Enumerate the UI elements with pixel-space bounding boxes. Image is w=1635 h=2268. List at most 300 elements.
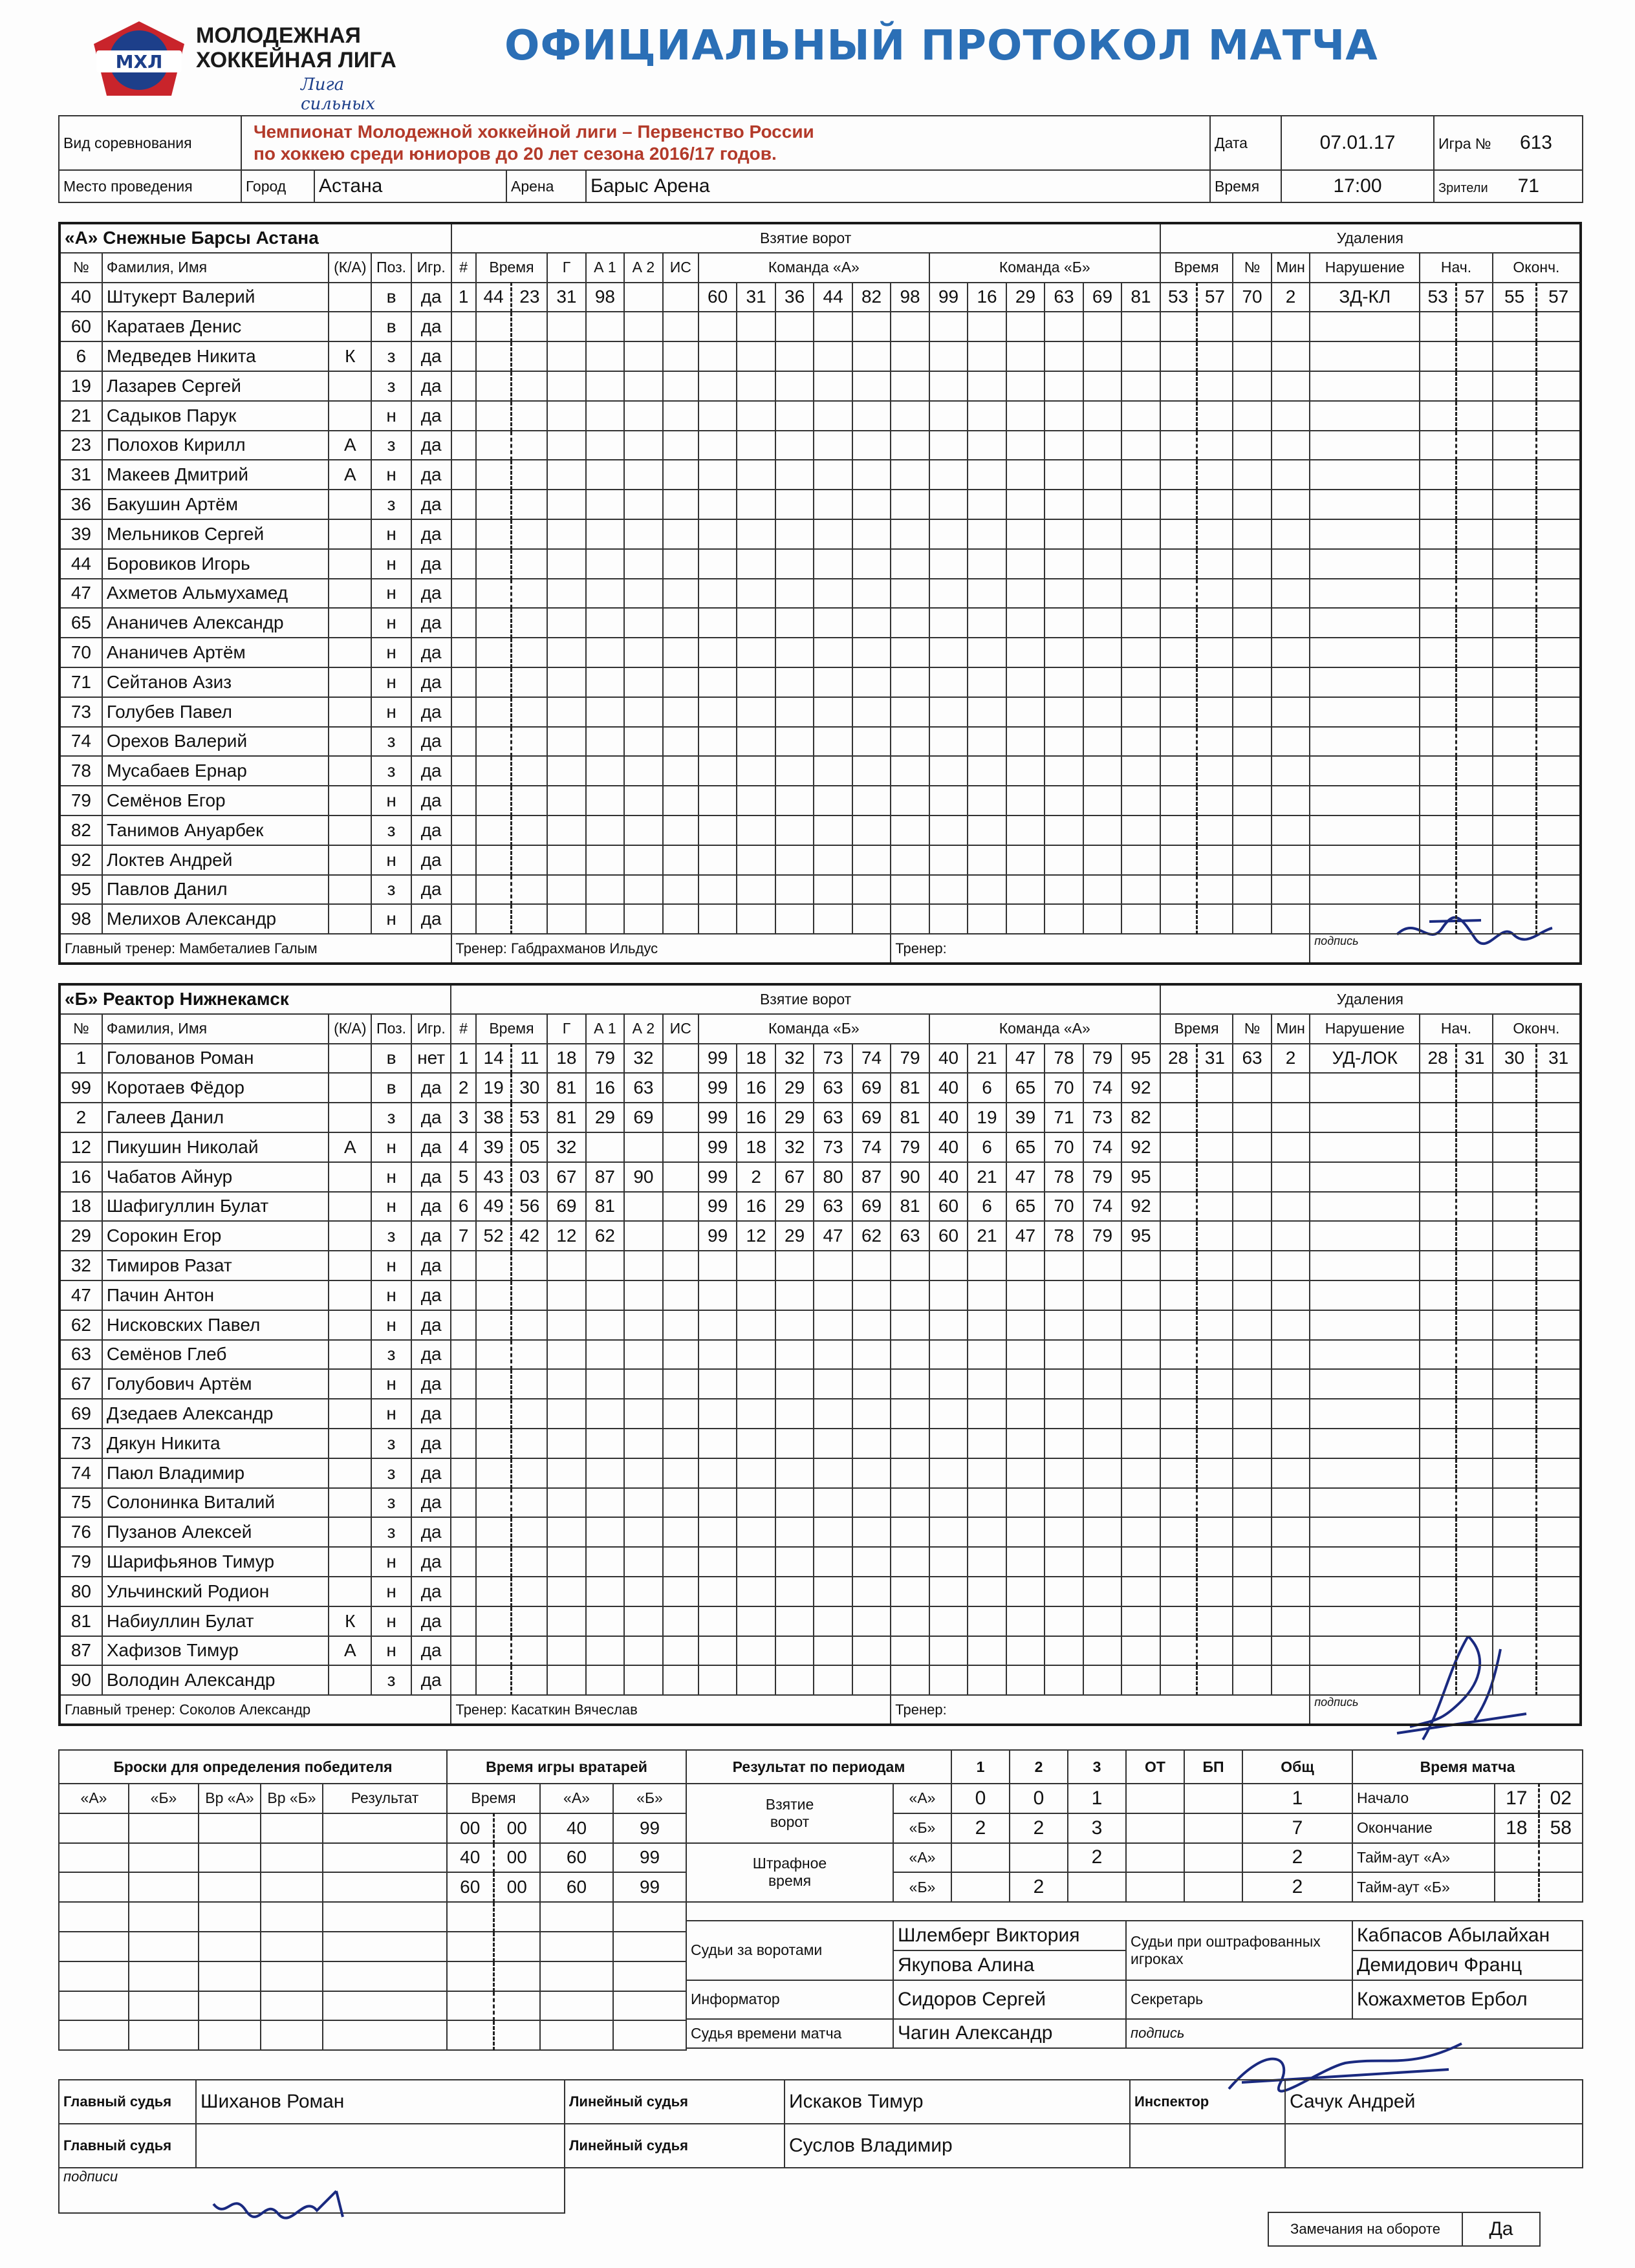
penalty-cell bbox=[1196, 697, 1233, 727]
goalie-a-no: 60 bbox=[540, 1872, 613, 1902]
goal-cell: 99 bbox=[698, 1162, 737, 1192]
shootout-col-vrb: Вр «Б» bbox=[261, 1784, 323, 1813]
goal-cell bbox=[698, 1429, 737, 1458]
penalty-cell bbox=[1272, 608, 1310, 638]
penalty-cell bbox=[1456, 1399, 1493, 1429]
penalty-cell bbox=[1537, 727, 1581, 757]
goal-cell bbox=[476, 815, 512, 845]
goal-cell bbox=[1045, 579, 1083, 609]
goal-cell: 23 bbox=[512, 283, 547, 312]
goal-cell: 32 bbox=[775, 1132, 814, 1162]
player-position: н bbox=[371, 1369, 411, 1399]
goal-cell bbox=[1083, 1547, 1121, 1577]
goal-cell bbox=[1083, 1429, 1121, 1458]
column-header: Игр. bbox=[411, 253, 451, 283]
column-header: Оконч. bbox=[1493, 1014, 1581, 1044]
goal-cell: 29 bbox=[775, 1221, 814, 1251]
goal-cell bbox=[737, 519, 775, 549]
goal-cell bbox=[1006, 875, 1045, 905]
match-start-hour: 17 bbox=[1495, 1784, 1539, 1813]
player-name: Володин Александр bbox=[102, 1665, 329, 1695]
goal-cell bbox=[1006, 667, 1045, 697]
goal-cell bbox=[1045, 904, 1083, 934]
penalty-cell bbox=[1493, 1606, 1537, 1636]
player-name: Мелихов Александр bbox=[102, 904, 329, 934]
goal-cell bbox=[775, 1310, 814, 1340]
goal-cell bbox=[624, 549, 662, 579]
team-a-sign-label: подпись bbox=[1310, 934, 1581, 964]
penalty-cell bbox=[1456, 815, 1493, 845]
goal-cell bbox=[737, 1340, 775, 1370]
goal-cell bbox=[451, 519, 476, 549]
goal-cell bbox=[1006, 1636, 1045, 1666]
goal-cell bbox=[1045, 1429, 1083, 1458]
penalty-cell bbox=[1160, 727, 1196, 757]
goal-cell bbox=[1121, 1280, 1160, 1310]
goal-cell bbox=[698, 904, 737, 934]
goal-cell: 3 bbox=[451, 1103, 475, 1132]
penalty-cell bbox=[1493, 904, 1537, 934]
goal-cell bbox=[968, 1280, 1006, 1310]
goal-cell bbox=[512, 1488, 547, 1518]
goal-cell bbox=[1006, 519, 1045, 549]
goal-cell bbox=[586, 460, 624, 490]
goal-cell bbox=[476, 1665, 512, 1695]
goal-cell bbox=[512, 1458, 547, 1488]
penalty-cell bbox=[1456, 519, 1493, 549]
goal-cell bbox=[624, 1310, 662, 1340]
goal-cell bbox=[1121, 667, 1160, 697]
goal-cell bbox=[891, 875, 929, 905]
penalty-cell bbox=[1310, 875, 1420, 905]
goalie-row bbox=[447, 1872, 686, 1902]
goal-cell: 21 bbox=[968, 1221, 1006, 1251]
penalty-cell bbox=[1537, 667, 1581, 697]
goal-cell bbox=[1083, 431, 1121, 460]
goal-cell: 40 bbox=[929, 1162, 968, 1192]
secretary-label: Секретарь bbox=[1126, 1980, 1352, 2019]
penalty-cell: 2 bbox=[1272, 283, 1310, 312]
goal-cell bbox=[663, 1162, 698, 1192]
shootout-col-b: «Б» bbox=[129, 1784, 199, 1813]
player-number: 40 bbox=[60, 283, 102, 312]
goal-cell: 47 bbox=[1006, 1221, 1045, 1251]
player-name: Тимиров Разат bbox=[102, 1251, 329, 1280]
goal-cell bbox=[663, 312, 698, 341]
goal-cell bbox=[476, 490, 512, 519]
goal-cell bbox=[737, 1606, 775, 1636]
goal-cell bbox=[624, 490, 662, 519]
goal-cell bbox=[852, 490, 891, 519]
penalty-cell bbox=[1456, 1488, 1493, 1518]
goal-cell bbox=[1045, 815, 1083, 845]
goal-cell: 99 bbox=[929, 283, 968, 312]
goal-cell bbox=[775, 460, 814, 490]
player-number: 76 bbox=[60, 1517, 102, 1547]
goal-cell: 56 bbox=[512, 1192, 547, 1222]
player-played: да bbox=[411, 1073, 451, 1103]
goal-cell bbox=[451, 727, 476, 757]
goal-cell bbox=[891, 1517, 929, 1547]
column-header: Фамилия, Имя bbox=[102, 1014, 329, 1044]
player-row bbox=[60, 875, 1581, 905]
goal-cell bbox=[737, 845, 775, 875]
penalty-cell bbox=[1537, 1399, 1581, 1429]
penalty-cell bbox=[1196, 1399, 1233, 1429]
goal-cell bbox=[1006, 1251, 1045, 1280]
penalty-cell: 2 bbox=[1272, 1044, 1310, 1074]
player-played: да bbox=[411, 638, 451, 667]
player-number: 82 bbox=[60, 815, 102, 845]
goal-cell bbox=[547, 1340, 585, 1370]
penalty-cell bbox=[1537, 638, 1581, 667]
player-name: Сейтанов Азиз bbox=[102, 667, 329, 697]
goal-cell bbox=[1045, 1636, 1083, 1666]
goal-cell bbox=[891, 1636, 929, 1666]
goal-cell bbox=[512, 1369, 547, 1399]
goal-cell bbox=[775, 904, 814, 934]
goal-cell bbox=[814, 1636, 852, 1666]
competition-value bbox=[241, 116, 1210, 170]
date-value: 07.01.17 bbox=[1281, 116, 1434, 170]
penalty-cell: 57 bbox=[1456, 283, 1493, 312]
player-row bbox=[60, 1340, 1581, 1370]
penalty-cell bbox=[1537, 579, 1581, 609]
goal-cell bbox=[814, 1340, 852, 1370]
goal-cell bbox=[775, 1280, 814, 1310]
penalty-cell bbox=[1272, 1665, 1310, 1695]
goal-cell bbox=[586, 371, 624, 401]
arena-value: Барыс Арена bbox=[586, 170, 1210, 202]
goal-cell: 73 bbox=[814, 1044, 852, 1074]
goal-cell bbox=[512, 341, 547, 371]
penalty-cell bbox=[1272, 815, 1310, 845]
goal-cell bbox=[968, 312, 1006, 341]
penalty-cell bbox=[1160, 312, 1196, 341]
goal-cell: 90 bbox=[624, 1162, 662, 1192]
column-header: ИС bbox=[663, 253, 698, 283]
penalty-cell bbox=[1537, 1280, 1581, 1310]
penalty-cell bbox=[1493, 1340, 1537, 1370]
goal-cell bbox=[586, 1340, 624, 1370]
goal-cell bbox=[1121, 490, 1160, 519]
goal-cell bbox=[814, 341, 852, 371]
goal-cell bbox=[698, 460, 737, 490]
penalty-cell bbox=[1456, 312, 1493, 341]
penalty-cell bbox=[1456, 1251, 1493, 1280]
goal-cell bbox=[929, 431, 968, 460]
penalty-cell bbox=[1420, 1073, 1456, 1103]
match-start-label: Начало bbox=[1352, 1784, 1495, 1813]
goal-cell bbox=[929, 1399, 968, 1429]
player-number: 60 bbox=[60, 312, 102, 341]
penalty-cell bbox=[1272, 460, 1310, 490]
goal-cell bbox=[852, 608, 891, 638]
goal-cell bbox=[775, 727, 814, 757]
goal-cell bbox=[737, 1369, 775, 1399]
goal-cell bbox=[698, 815, 737, 845]
goal-cell bbox=[968, 341, 1006, 371]
penalty-cell bbox=[1493, 667, 1537, 697]
player-name: Шарифьянов Тимур bbox=[102, 1547, 329, 1577]
goal-cell bbox=[929, 608, 968, 638]
player-name: Сорокин Егор bbox=[102, 1221, 329, 1251]
goal-cell bbox=[451, 638, 476, 667]
goal-cell bbox=[737, 460, 775, 490]
goal-cell bbox=[1121, 519, 1160, 549]
penalty-cell bbox=[1233, 1577, 1271, 1606]
goal-cell bbox=[929, 312, 968, 341]
goal-cell bbox=[968, 1310, 1006, 1340]
goal-cell bbox=[1045, 1577, 1083, 1606]
goal-cell bbox=[852, 786, 891, 815]
goal-cell bbox=[737, 1636, 775, 1666]
team-b-goals-title: Взятие ворот bbox=[451, 984, 1160, 1014]
goal-cell bbox=[775, 519, 814, 549]
player-row bbox=[60, 283, 1581, 312]
goal-cell: 74 bbox=[852, 1044, 891, 1074]
goal-cell bbox=[1006, 371, 1045, 401]
goal-cell: 69 bbox=[547, 1192, 585, 1222]
goal-cell bbox=[968, 519, 1006, 549]
goal-cell bbox=[451, 401, 476, 431]
goal-cell bbox=[929, 845, 968, 875]
goal-cell bbox=[852, 549, 891, 579]
goal-cell: 74 bbox=[1083, 1073, 1121, 1103]
penalty-cell bbox=[1233, 460, 1271, 490]
player-captain-mark bbox=[329, 1044, 371, 1074]
goal-cell bbox=[663, 519, 698, 549]
penalty-cell bbox=[1272, 1399, 1310, 1429]
column-header: Нач. bbox=[1420, 1014, 1493, 1044]
goal-cell bbox=[624, 1517, 662, 1547]
goal-cell bbox=[814, 1369, 852, 1399]
player-captain-mark bbox=[329, 1369, 371, 1399]
goal-cell bbox=[1045, 401, 1083, 431]
column-header: Команда «А» bbox=[698, 253, 929, 283]
goal-cell bbox=[624, 1251, 662, 1280]
goal-cell bbox=[968, 371, 1006, 401]
goal-cell bbox=[1121, 460, 1160, 490]
total-header: Общ bbox=[1242, 1750, 1352, 1784]
goals-b-bp bbox=[1184, 1813, 1242, 1843]
penalty-cell bbox=[1420, 904, 1456, 934]
goal-cell bbox=[814, 1606, 852, 1636]
column-header: Команда «Б» bbox=[698, 1014, 929, 1044]
goals-a-label: «А» bbox=[893, 1784, 951, 1813]
remarks-value: Да bbox=[1462, 2212, 1540, 2246]
penalty-cell bbox=[1160, 1221, 1196, 1251]
penalty-cell bbox=[1420, 1310, 1456, 1340]
spectators-cell bbox=[1434, 170, 1583, 202]
goal-cell: 39 bbox=[476, 1132, 512, 1162]
goal-cell bbox=[852, 1577, 891, 1606]
pen-b-bp bbox=[1184, 1872, 1242, 1902]
goal-cell bbox=[624, 312, 662, 341]
goal-cell bbox=[698, 549, 737, 579]
column-header: Игр. bbox=[411, 1014, 451, 1044]
goal-cell bbox=[698, 638, 737, 667]
goal-cell: 81 bbox=[547, 1073, 585, 1103]
goal-cell bbox=[929, 756, 968, 786]
goal-cell bbox=[814, 1665, 852, 1695]
goal-cell: 16 bbox=[586, 1073, 624, 1103]
goal-cell bbox=[891, 490, 929, 519]
goal-cell bbox=[1121, 697, 1160, 727]
goal-cell bbox=[737, 490, 775, 519]
penalty-cell bbox=[1420, 1192, 1456, 1222]
player-played: да bbox=[411, 786, 451, 815]
goal-cell bbox=[1121, 815, 1160, 845]
goal-cell bbox=[1083, 1340, 1121, 1370]
goal-cell bbox=[737, 815, 775, 845]
player-name: Локтев Андрей bbox=[102, 845, 329, 875]
penalty-cell bbox=[1456, 1636, 1493, 1666]
player-number: 79 bbox=[60, 786, 102, 815]
goal-cell bbox=[891, 1280, 929, 1310]
goal-cell bbox=[663, 1577, 698, 1606]
penalty-cell bbox=[1233, 756, 1271, 786]
goal-cell bbox=[814, 1251, 852, 1280]
column-header: Время bbox=[476, 253, 547, 283]
goal-cell bbox=[1006, 638, 1045, 667]
player-number: 6 bbox=[60, 341, 102, 371]
penalty-cell bbox=[1493, 1369, 1537, 1399]
penalty-cell bbox=[1310, 490, 1420, 519]
player-number: 70 bbox=[60, 638, 102, 667]
player-name: Паюл Владимир bbox=[102, 1458, 329, 1488]
penalty-cell bbox=[1537, 1429, 1581, 1458]
penalty-cell bbox=[1310, 1399, 1420, 1429]
penalty-cell bbox=[1196, 1369, 1233, 1399]
goal-cell bbox=[929, 1606, 968, 1636]
goal-cell bbox=[1121, 638, 1160, 667]
penalty-cell bbox=[1420, 815, 1456, 845]
goal-cell bbox=[698, 1280, 737, 1310]
shootout-table bbox=[58, 1749, 448, 2051]
goal-cell bbox=[624, 1192, 662, 1222]
penalty-cell: 31 bbox=[1537, 1044, 1581, 1074]
penalty-cell bbox=[1537, 815, 1581, 845]
goal-cell bbox=[968, 608, 1006, 638]
goal-cell bbox=[1083, 815, 1121, 845]
logo-line1: МОЛОДЕЖНАЯ bbox=[196, 23, 361, 48]
goal-cell bbox=[814, 431, 852, 460]
place-label: Место проведения bbox=[59, 170, 241, 202]
goal-cell bbox=[929, 697, 968, 727]
goal-cell bbox=[512, 549, 547, 579]
goal-cell bbox=[852, 371, 891, 401]
goal-cell bbox=[968, 1665, 1006, 1695]
goal-cell bbox=[852, 1280, 891, 1310]
goal-cell: 05 bbox=[512, 1132, 547, 1162]
penalty-cell bbox=[1160, 371, 1196, 401]
goalie-row bbox=[447, 1813, 686, 1843]
penalty-cell bbox=[1233, 727, 1271, 757]
goal-cell: 6 bbox=[968, 1073, 1006, 1103]
penalty-cell bbox=[1233, 1280, 1271, 1310]
penalty-cell bbox=[1310, 312, 1420, 341]
penalty-cell bbox=[1272, 697, 1310, 727]
goal-cell bbox=[624, 638, 662, 667]
goal-cell bbox=[586, 549, 624, 579]
goal-cell bbox=[775, 549, 814, 579]
goal-cell bbox=[891, 341, 929, 371]
player-number: 2 bbox=[60, 1103, 102, 1132]
penalty-cell bbox=[1233, 1369, 1271, 1399]
player-row bbox=[60, 1221, 1581, 1251]
player-number: 62 bbox=[60, 1310, 102, 1340]
column-header: (К/А) bbox=[329, 253, 371, 283]
officials-sign-label: подпись bbox=[1126, 2019, 1583, 2049]
penalty-cell bbox=[1310, 1458, 1420, 1488]
goal-cell: 65 bbox=[1006, 1192, 1045, 1222]
goal-cell bbox=[586, 875, 624, 905]
penalty-cell bbox=[1233, 549, 1271, 579]
penalty-cell bbox=[1537, 549, 1581, 579]
penalty-cell bbox=[1196, 608, 1233, 638]
penalty-cell bbox=[1420, 786, 1456, 815]
goal-cell bbox=[891, 667, 929, 697]
penalty-cell bbox=[1456, 549, 1493, 579]
penalty-cell: 53 bbox=[1160, 283, 1196, 312]
player-captain-mark bbox=[329, 1458, 371, 1488]
goal-cell: 44 bbox=[476, 283, 512, 312]
player-captain-mark bbox=[329, 1488, 371, 1518]
goal-cell bbox=[1045, 786, 1083, 815]
goal-cell bbox=[775, 1340, 814, 1370]
goal-cell bbox=[547, 756, 585, 786]
player-captain-mark bbox=[329, 1073, 371, 1103]
goal-cell bbox=[814, 697, 852, 727]
column-header: А 1 bbox=[586, 1014, 624, 1044]
penalty-cell bbox=[1160, 1606, 1196, 1636]
goal-cell bbox=[1121, 845, 1160, 875]
penalty-cell bbox=[1233, 401, 1271, 431]
player-position: н bbox=[371, 904, 411, 934]
goal-cell: 99 bbox=[698, 1073, 737, 1103]
player-played: да bbox=[411, 1636, 451, 1666]
goal-cell bbox=[814, 667, 852, 697]
goal-cell bbox=[1121, 1488, 1160, 1518]
penalty-cell bbox=[1310, 1310, 1420, 1340]
goal-cell bbox=[1083, 579, 1121, 609]
goal-cell: 63 bbox=[814, 1103, 852, 1132]
goal-cell: 69 bbox=[1083, 283, 1121, 312]
player-played: да bbox=[411, 1132, 451, 1162]
header-table bbox=[58, 115, 1583, 203]
team-a-penalties-title: Удаления bbox=[1160, 223, 1581, 253]
goal-cell bbox=[1006, 697, 1045, 727]
penalty-cell bbox=[1233, 697, 1271, 727]
goal-cell: 39 bbox=[1006, 1103, 1045, 1132]
goal-cell bbox=[586, 1310, 624, 1340]
goal-cell bbox=[512, 1577, 547, 1606]
goal-cell bbox=[476, 1251, 512, 1280]
player-played: да bbox=[411, 549, 451, 579]
goal-cell bbox=[698, 490, 737, 519]
player-row bbox=[60, 638, 1581, 667]
goal-cell bbox=[1121, 371, 1160, 401]
penalty-cell bbox=[1196, 371, 1233, 401]
goal-cell bbox=[929, 815, 968, 845]
game-label: Игра № bbox=[1438, 135, 1491, 152]
player-name: Каратаев Денис bbox=[102, 312, 329, 341]
player-number: 32 bbox=[60, 1251, 102, 1280]
player-position: н bbox=[371, 608, 411, 638]
goal-cell bbox=[929, 1369, 968, 1399]
goal-cell bbox=[929, 667, 968, 697]
